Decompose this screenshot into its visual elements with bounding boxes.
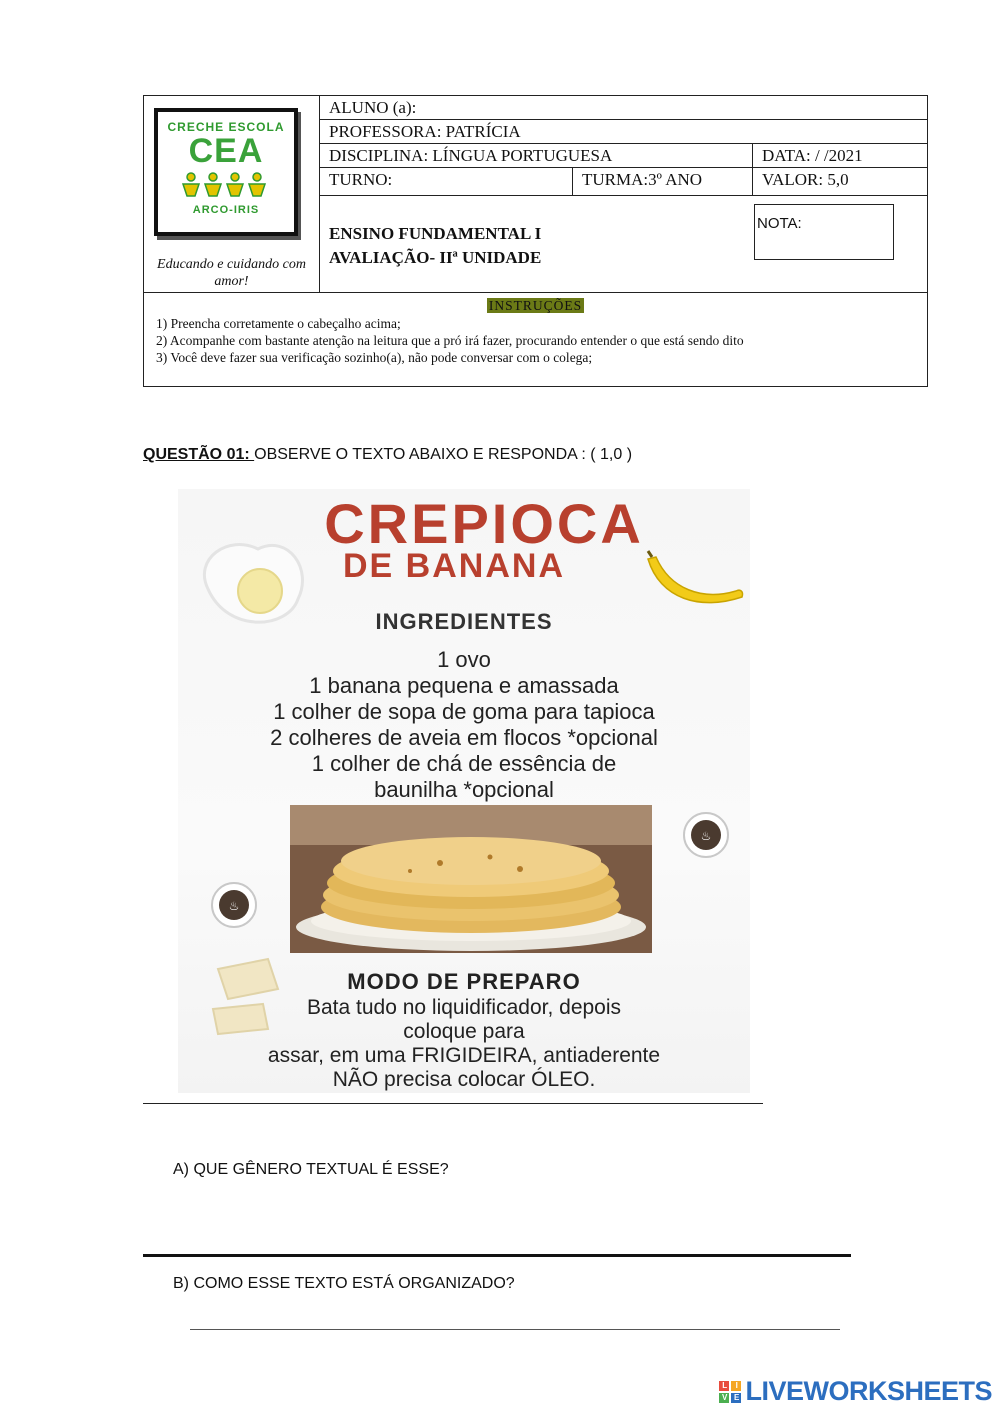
- question-1: [143, 446, 632, 464]
- blog-seal-icon: [654, 795, 734, 865]
- blog-seal-icon: [198, 875, 278, 945]
- ingredient-item: 1 ovo: [437, 647, 491, 672]
- recipe-title: CREPIOCA: [324, 492, 644, 555]
- liveworksheets-text: LIVEWORKSHEETS: [745, 1376, 992, 1406]
- instructions-title-text: INSTRUÇÕES: [488, 298, 583, 313]
- disciplina-row: [319, 144, 927, 168]
- icon-letter: L: [719, 1381, 729, 1391]
- crepe-photo: [290, 805, 652, 953]
- instruction-item: 3) Você deve fazer sua verificação sozinho(a), não pode conversar com o colega;: [156, 350, 593, 365]
- liveworksheets-logo[interactable]: [719, 1376, 992, 1407]
- method-line: assar, em uma FRIGIDEIRA, antiaderente: [267, 1044, 661, 1067]
- ensino-label: ENSINO FUNDAMENTAL I: [329, 224, 542, 243]
- professora-label: PROFESSORA: PATRÍCIA: [329, 122, 521, 141]
- crepe-stack-icon: [290, 805, 652, 953]
- icon-letter: V: [719, 1393, 729, 1403]
- ingredients-heading: INGREDIENTES: [375, 609, 553, 634]
- liveworksheets-icon: [719, 1381, 741, 1403]
- answer-a-line[interactable]: [143, 1254, 851, 1257]
- svg-text:♨: ♨: [700, 829, 712, 843]
- logo-cell: [144, 96, 320, 292]
- divider: [143, 1103, 763, 1104]
- method-heading: MODO DE PREPARO: [347, 969, 581, 994]
- turma-cell: [572, 168, 752, 195]
- exam-info: [329, 222, 541, 270]
- method-line: Bata tudo no liquidificador, depois: [306, 996, 622, 1019]
- logo-bottom-text: ARCO-IRIS: [192, 204, 260, 216]
- header-table: [143, 95, 928, 387]
- aluno-row[interactable]: [319, 96, 927, 120]
- turno-row: [319, 168, 927, 196]
- method-line: coloque para: [403, 1020, 525, 1043]
- method-text: [178, 996, 750, 1092]
- method-line: NÃO precisa colocar ÓLEO.: [332, 1068, 596, 1091]
- question-1-text: OBSERVE O TEXTO ABAIXO E RESPONDA : ( 1,0 ): [254, 446, 633, 463]
- ingredient-item: baunilha *opcional: [374, 777, 554, 802]
- question-1-label: QUESTÃO 01:: [143, 446, 255, 463]
- logo-top-text: CRECHE ESCOLA: [167, 120, 285, 134]
- ingredient-item: 1 banana pequena e amassada: [309, 673, 619, 698]
- recipe-image: [178, 489, 750, 1093]
- question-a: A) QUE GÊNERO TEXTUAL É ESSE?: [173, 1161, 449, 1178]
- aluno-label: ALUNO (a):: [329, 98, 417, 117]
- ingredients-list: [178, 647, 750, 803]
- instructions-section: [144, 292, 927, 386]
- turma-label: TURMA:3º ANO: [582, 170, 703, 189]
- recipe-subtitle: DE BANANA: [343, 547, 565, 585]
- logo-main-text: CEA: [188, 132, 264, 170]
- school-motto: Educando e cuidando com amor!: [157, 257, 306, 289]
- avaliacao-label: AVALIAÇÃO- IIª UNIDADE: [329, 248, 542, 267]
- instructions-title: [156, 297, 915, 314]
- ingredient-item: 1 colher de sopa de goma para tapioca: [273, 699, 655, 724]
- instruction-item: 1) Preencha corretamente o cabeçalho acima;: [156, 316, 401, 331]
- nota-box[interactable]: [754, 204, 894, 260]
- ingredient-item: 2 colheres de aveia em flocos *opcional: [270, 725, 658, 750]
- data-label: DATA: / /2021: [762, 146, 863, 165]
- kids-icon: [158, 172, 294, 204]
- icon-letter: E: [731, 1393, 741, 1403]
- disciplina-label: DISCIPLINA: LÍNGUA PORTUGUESA: [329, 146, 613, 165]
- ingredient-item: 1 colher de chá de essência de: [311, 751, 617, 776]
- valor-cell: [752, 168, 938, 195]
- kids-figures-icon: [181, 172, 271, 198]
- valor-label: VALOR: 5,0: [762, 170, 849, 189]
- icon-letter: I: [731, 1381, 741, 1391]
- question-b: B) COMO ESSE TEXTO ESTÁ ORGANIZADO?: [173, 1275, 515, 1292]
- nota-label: NOTA:: [757, 215, 802, 232]
- school-logo: [154, 108, 298, 236]
- answer-b-line[interactable]: [190, 1329, 840, 1330]
- turno-label: TURNO:: [329, 170, 393, 189]
- professora-row: [319, 120, 927, 144]
- data-cell[interactable]: [752, 144, 938, 167]
- instruction-item: 2) Acompanhe com bastante atenção na leitura que a pró irá fazer, procurando entender o que está sendo dito: [156, 333, 744, 348]
- svg-text:♨: ♨: [228, 899, 240, 913]
